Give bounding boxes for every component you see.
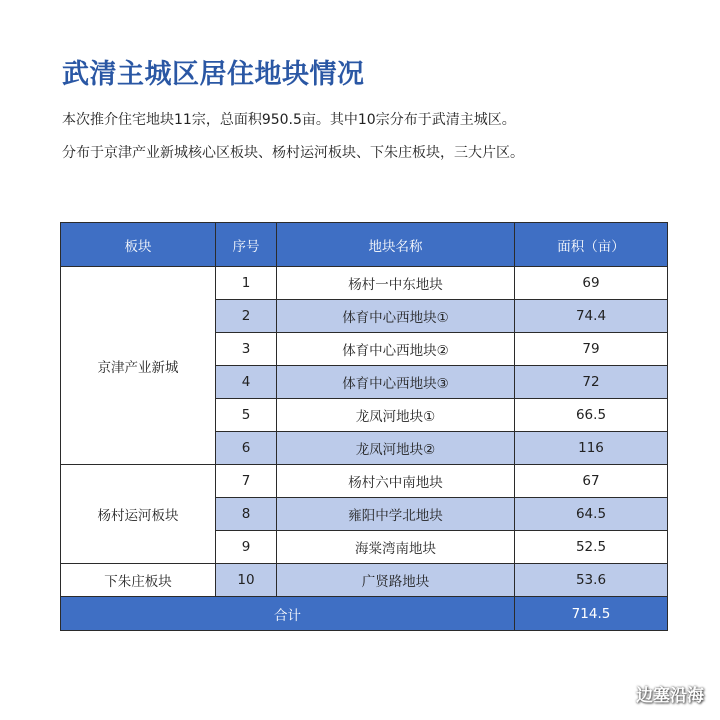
table-row — [61, 564, 668, 597]
plot-area: 79 — [515, 333, 668, 366]
row-number: 6 — [216, 432, 277, 465]
row-number: 4 — [216, 366, 277, 399]
plot-name: 体育中心西地块③ — [277, 366, 515, 399]
plot-name: 体育中心西地块② — [277, 333, 515, 366]
row-number: 8 — [216, 498, 277, 531]
plot-area: 53.6 — [515, 564, 668, 597]
table-row — [61, 465, 668, 498]
row-number: 3 — [216, 333, 277, 366]
intro-line-1: 本次推介住宅地块11宗，总面积950.5亩。其中10宗分布于武清主城区。 — [62, 112, 516, 128]
land-table — [60, 222, 668, 631]
plot-area: 69 — [515, 267, 668, 300]
district-cell: 京津产业新城 — [61, 267, 216, 465]
plot-area: 52.5 — [515, 531, 668, 564]
plot-area: 66.5 — [515, 399, 668, 432]
plot-area: 72 — [515, 366, 668, 399]
plot-name: 体育中心西地块① — [277, 300, 515, 333]
plot-name: 龙凤河地块② — [277, 432, 515, 465]
plot-name: 龙凤河地块① — [277, 399, 515, 432]
header-plot-name: 地块名称 — [277, 223, 515, 267]
page-title: 武清主城区居住地块情况 — [62, 59, 365, 90]
row-number: 9 — [216, 531, 277, 564]
row-number: 2 — [216, 300, 277, 333]
table-row — [61, 267, 668, 300]
plot-area: 64.5 — [515, 498, 668, 531]
row-number: 7 — [216, 465, 277, 498]
plot-name: 杨村一中东地块 — [277, 267, 515, 300]
plot-name: 广贤路地块 — [277, 564, 515, 597]
district-cell: 下朱庄板块 — [61, 564, 216, 597]
watermark: 边塞沿海 — [636, 686, 704, 706]
plot-name: 杨村六中南地块 — [277, 465, 515, 498]
intro-line-2: 分布于京津产业新城核心区板块、杨村运河板块、下朱庄板块，三大片区。 — [62, 145, 524, 161]
header-district: 板块 — [61, 223, 216, 267]
plot-name: 雍阳中学北地块 — [277, 498, 515, 531]
table-header-row — [61, 223, 668, 267]
district-cell: 杨村运河板块 — [61, 465, 216, 564]
total-label: 合计 — [61, 597, 515, 631]
plot-area: 116 — [515, 432, 668, 465]
row-number: 5 — [216, 399, 277, 432]
total-row — [61, 597, 668, 631]
header-area: 面积（亩） — [515, 223, 668, 267]
total-area: 714.5 — [515, 597, 668, 631]
plot-name: 海棠湾南地块 — [277, 531, 515, 564]
row-number: 10 — [216, 564, 277, 597]
header-number: 序号 — [216, 223, 277, 267]
row-number: 1 — [216, 267, 277, 300]
plot-area: 74.4 — [515, 300, 668, 333]
plot-area: 67 — [515, 465, 668, 498]
